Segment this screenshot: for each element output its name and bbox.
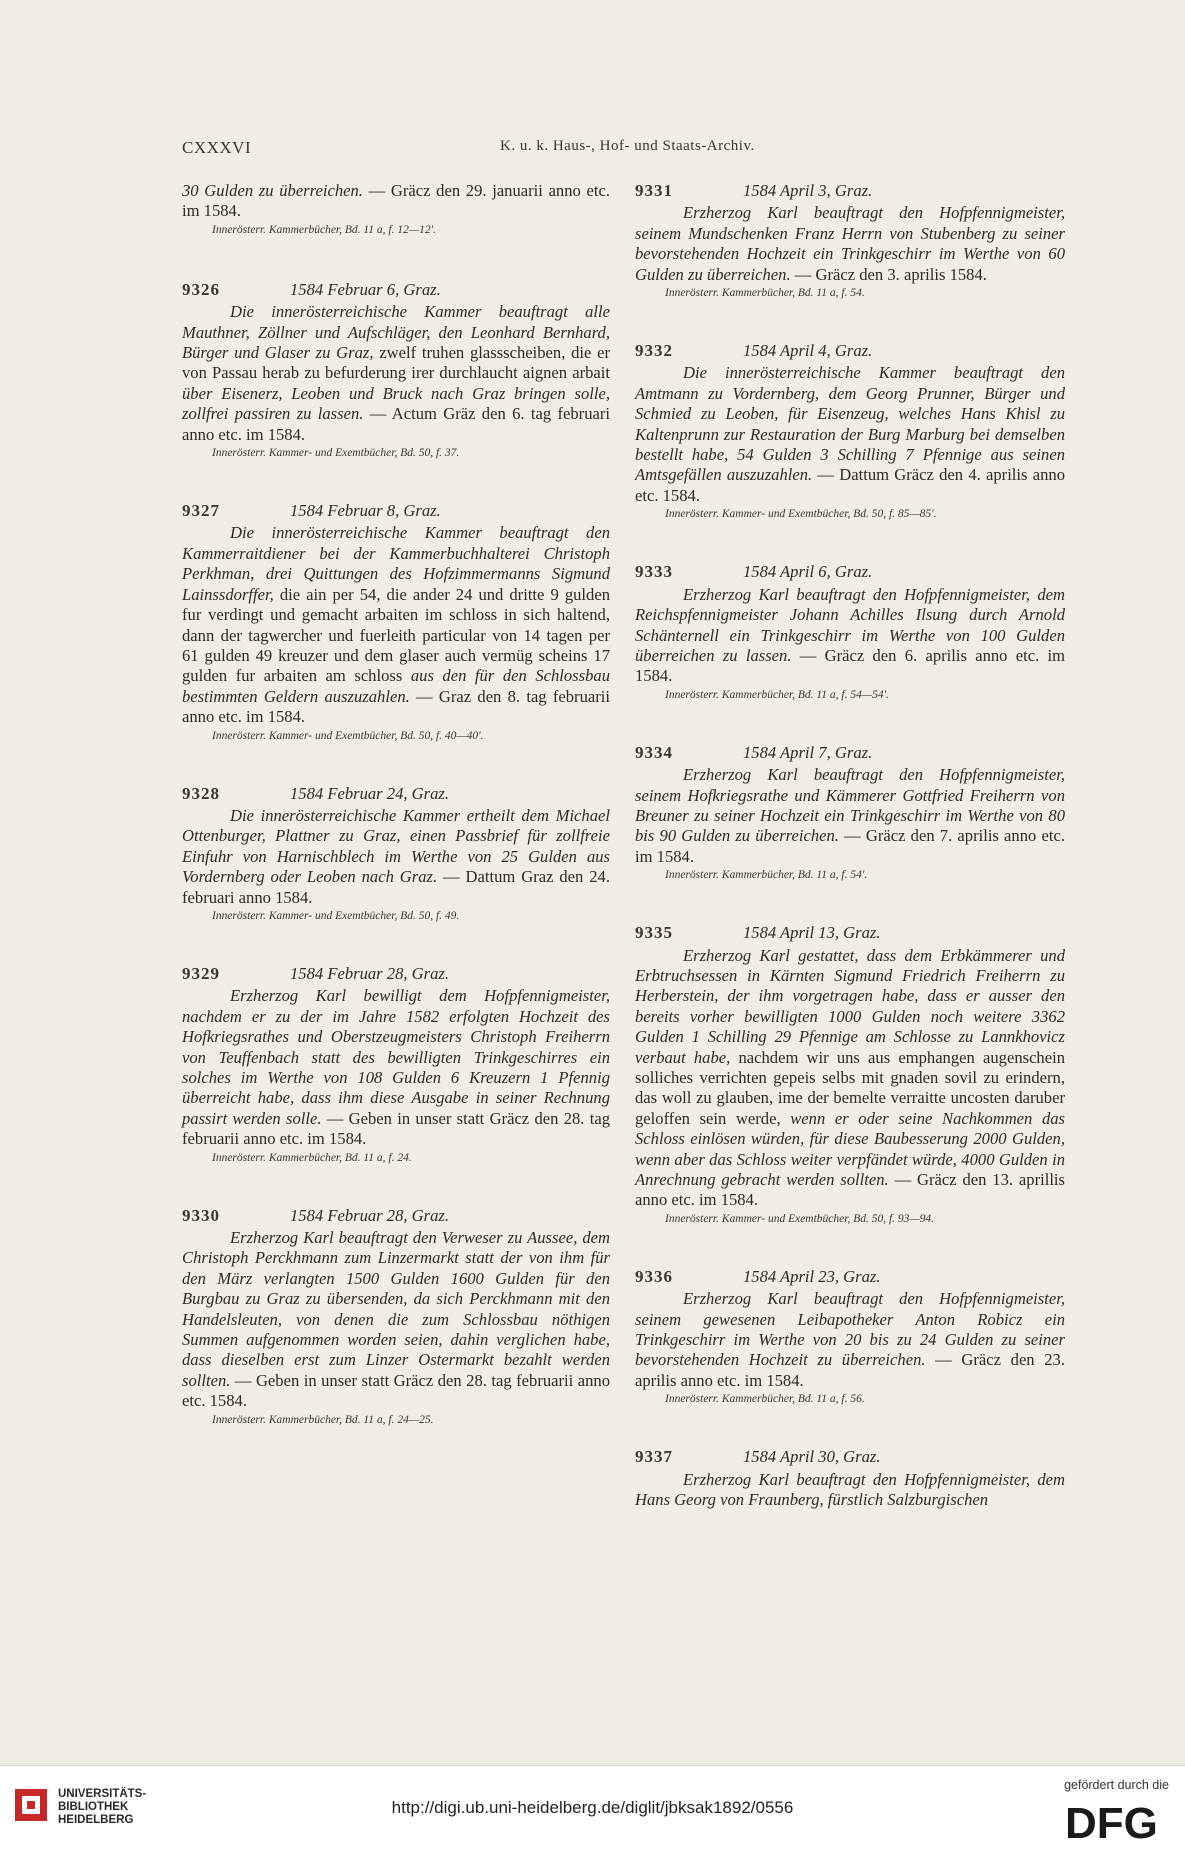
entry-heading bbox=[635, 181, 1065, 201]
quoted-text: — Gräcz den 23. aprilis anno etc. im 1584. bbox=[635, 1350, 1065, 1390]
entry-9327 bbox=[182, 501, 610, 743]
entry-source: Innerösterr. Kammer- und Exemtbücher, Bd. 50, f. 40—40'. bbox=[212, 729, 484, 742]
entry-9330 bbox=[182, 1206, 610, 1428]
entry-date: 1584 Februar 24, Graz. bbox=[290, 783, 450, 803]
summary-text: Erzherzog Karl beauftragt den Hofpfennigmeister, seinem Hofkriegsrathe und Kämmerer Gottfried Freiherrn von Breuner zu seiner Hochzeit ein Trinkgeschirr im Werthe von 80 bis 90 Gulden zu überreichen. bbox=[635, 765, 1065, 846]
entry-number: 9333 bbox=[635, 562, 673, 582]
entry-9335 bbox=[635, 923, 1065, 1227]
entry-body bbox=[635, 946, 1065, 1211]
entry-source: Innerösterr. Kammerbücher, Bd. 11 a, f. 24—25. bbox=[212, 1413, 434, 1426]
entry-source: Innerösterr. Kammerbücher, Bd. 11 a, f. 54—54'. bbox=[665, 688, 889, 701]
entry-heading bbox=[182, 784, 610, 804]
entry-number: 9337 bbox=[635, 1447, 673, 1467]
entry-number: 9328 bbox=[182, 783, 220, 803]
quoted-text: — Geben in unser statt Gräcz den 28. tag februarii anno etc. im 1584. bbox=[182, 1108, 610, 1149]
running-header: K. u. k. Haus-, Hof- und Staats-Archiv. bbox=[500, 138, 755, 154]
entry-number: 9329 bbox=[182, 963, 220, 983]
quoted-text: zwelf truhen glassscheiben, die er von Passau herab zu befurderung irer durchlaucht aignen arbait bbox=[182, 343, 610, 383]
summary-text: wenn er oder seine Nachkommen das Schloss einlösen würden, für diese Baubesserung 2000 Gulden, wenn aber das Schloss weiter verpfändet würde, 4000 Gulden in Anrechnung gebracht werden sollten. bbox=[635, 1108, 1066, 1190]
quoted-text: — Dattum Graz den 24. februari anno 1584. bbox=[182, 867, 610, 907]
entry-9333 bbox=[635, 562, 1065, 702]
intro-text: 30 Gulden zu überreichen. — Gräcz den 29. januarii anno etc. im 1584. bbox=[182, 181, 610, 221]
summary-text: Erzherzog Karl beauftragt den Hofpfennigmeister, dem Hans Georg von Fraunberg, fürstlich Salzburgischen bbox=[635, 1469, 1065, 1510]
quoted-text: — Geben in unser statt Gräcz den 28. tag februarii anno etc. 1584. bbox=[182, 1370, 610, 1411]
entry-source: Innerösterr. Kammer- und Exemtbücher, Bd. 50, f. 49. bbox=[212, 909, 460, 922]
dfg-logo bbox=[1063, 1798, 1169, 1842]
summary-text: Die innerösterreichische Kammer beauftragt alle Mauthner, Zöllner und Aufschläger, den Leonhard Bernhard, Bürger und Glaser zu Graz, bbox=[182, 302, 610, 363]
entry-heading bbox=[182, 280, 610, 300]
entry-number: 9334 bbox=[635, 742, 673, 762]
entry-heading bbox=[635, 1267, 1065, 1287]
quoted-text: — Dattum Gräcz den 4. aprilis anno etc. 1584. bbox=[635, 465, 1065, 505]
entry-9337 bbox=[635, 1447, 1065, 1510]
entry-heading bbox=[635, 1447, 1065, 1467]
quoted-text: nachdem wir uns aus emphangen augenschein solliches verrichten gepeis selbs mit gnaden sovil zu erindern, das woll zu glauben, ime der bemelte verraitte uncosten daruber geloffen sein werde, bbox=[635, 1047, 1066, 1128]
entry-heading bbox=[635, 562, 1065, 582]
entry-9328 bbox=[182, 784, 610, 924]
entry-number: 9330 bbox=[182, 1205, 220, 1225]
entry-body bbox=[182, 986, 610, 1149]
entry-number: 9331 bbox=[635, 181, 673, 200]
quoted-text: — Gräcz den 3. aprilis 1584. bbox=[790, 264, 987, 284]
entry-date: 1584 April 3, Graz. bbox=[743, 181, 873, 200]
entry-body bbox=[635, 363, 1065, 506]
left-entries bbox=[182, 280, 610, 1428]
entry-9336 bbox=[635, 1267, 1065, 1407]
entry-body bbox=[635, 203, 1065, 285]
entry-9326 bbox=[182, 280, 610, 461]
entry-body bbox=[182, 1228, 610, 1412]
entry-date: 1584 April 23, Graz. bbox=[743, 1266, 881, 1286]
footer-bar bbox=[0, 1765, 1185, 1852]
entry-9332 bbox=[635, 341, 1065, 522]
entry-body bbox=[635, 1289, 1065, 1391]
quoted-text: — Actum Gräz den 6. tag februari anno etc. im 1584. bbox=[182, 404, 610, 444]
entry-number: 9332 bbox=[635, 341, 673, 361]
entry-body bbox=[635, 765, 1065, 867]
entry-date: 1584 April 6, Graz. bbox=[743, 562, 873, 582]
summary-text: Erzherzog Karl bewilligt dem Hofpfennigmeister, nachdem er zu der im Jahre 1582 erfolgten Hochzeit des Hofkriegsrathes und Oberstzeugmeisters Christoph Freiherrn von Teuffenbach statt des bewilligten Trinkgeschirres ein solches im Werthe von 108 Gulden 6 Kreuzern 1 Pfennig überreicht habe, dass ihm diese Ausgabe in seiner Rechnung passirt werden solle. bbox=[182, 986, 610, 1128]
entry-date: 1584 April 30, Graz. bbox=[743, 1447, 881, 1467]
entry-date: 1584 April 7, Graz. bbox=[743, 742, 873, 762]
entry-number: 9327 bbox=[182, 501, 220, 521]
funding-note: gefördert durch die bbox=[1064, 1778, 1169, 1792]
permalink-url[interactable]: http://digi.ub.uni-heidelberg.de/diglit/jbksak1892/0556 bbox=[391, 1798, 794, 1817]
quoted-text: — Gräcz den 13. aprillis anno etc. im 1584. bbox=[635, 1170, 1065, 1210]
entry-date: 1584 April 13, Graz. bbox=[743, 923, 881, 943]
quoted-text: die ain per 54, die ander 24 und dritte 9 gulden fur verdingt und gemacht arbaiten im schloss in sich haltend, dann der tagwercher und fuerleith particular von 14 tagen per 61 gulden 49 kreuzer und dem glaser auch vermüg scheins 17 gulden fur arbaiten am schloss bbox=[182, 584, 610, 686]
summary-text: Erzherzog Karl gestattet, dass dem Erbkämmerer und Erbtruchsessen in Kärnten Sigmund Friedrich Freiherrn zu Herberstein, der ihm vorgetragen habe, dass er ausser den bereits vorher bewilligten 1000 Gulden noch weitere 3362 Gulden 1 Schilling 29 Pfennige am Schlosse zu Lannkhovicz verbaut habe, bbox=[635, 945, 1065, 1067]
summary-text: Erzherzog Karl beauftragt den Hofpfennigmeister, dem Reichspfennigmeister Johann Achilles Ilsung durch Arnold Schänternell ein Trinkgeschirr im Werthe von 100 Gulden überreichen zu lassen. bbox=[635, 584, 1065, 665]
entry-date: 1584 Februar 6, Graz. bbox=[290, 279, 441, 299]
quoted-text: — Gräcz den 7. aprilis anno etc. im 1584. bbox=[635, 826, 1065, 866]
entry-heading bbox=[182, 964, 610, 984]
entry-body bbox=[635, 1470, 1065, 1511]
entry-body bbox=[635, 585, 1065, 687]
summary-text: Die innerösterreichische Kammer beauftragt den Kammerraitdiener bei der Kammerbuchhalterei Christoph Perkhman, drei Quittungen des Hofzimmermanns Sigmund Lainssdorffer, bbox=[182, 523, 610, 604]
summary-text: Die innerösterreichische Kammer ertheilt dem Michael Ottenburger, Plattner zu Graz, einen Passbrief für zollfreie Einfuhr von Harnischblech im Werthe von 25 Gulden aus Vordernberg oder Leoben nach Graz. bbox=[182, 805, 610, 887]
entry-source: Innerösterr. Kammerbücher, Bd. 11 a, f. 24. bbox=[212, 1151, 412, 1164]
entry-heading bbox=[182, 501, 610, 521]
entry-number: 9335 bbox=[635, 923, 673, 943]
right-column bbox=[635, 181, 1065, 1551]
entry-date: 1584 Februar 28, Graz. bbox=[290, 963, 450, 983]
entry-date: 1584 Februar 28, Graz. bbox=[290, 1205, 450, 1225]
entry-source: Innerösterr. Kammer- und Exemtbücher, Bd. 50, f. 85—85'. bbox=[665, 508, 937, 521]
entry-source: Innerösterr. Kammer- und Exemtbücher, Bd. 50, f. 37. bbox=[212, 447, 460, 460]
entry-9334 bbox=[635, 743, 1065, 883]
entry-9331 bbox=[635, 181, 1065, 301]
right-entries bbox=[635, 181, 1065, 1511]
entry-source: Innerösterr. Kammerbücher, Bd. 11 a, f. 54'. bbox=[665, 869, 868, 882]
entry-body bbox=[182, 806, 610, 908]
quoted-text: — Gräcz den 6. aprilis anno etc. im 1584. bbox=[635, 645, 1066, 686]
left-column bbox=[182, 181, 610, 1468]
summary-text: Erzherzog Karl beauftragt den Verweser zu Aussee, dem Christoph Perckhmann zum Linzermarkt statt der von ihm für den März verlangten 1500 Gulden 1600 Gulden für den Burgbau zu Graz zu übersenden, da sich Perckhmann mit den Handelsleuten, von denen die zum Schlossbau nöthigen Summen aufgenommen worden seien, dahin verglichen habe, dass dieselben erst zum Linzer Ostermarkt bezahlt werden sollten. bbox=[182, 1228, 610, 1390]
page-number: CXXXVI bbox=[182, 138, 252, 157]
quoted-text: — Graz den 8. tag februarii anno etc. im 1584. bbox=[182, 686, 610, 727]
summary-text: Die innerösterreichische Kammer beauftragt den Amtmann zu Vordernberg, dem Georg Prunner, Bürger und Schmied zu Leoben, für Eisenzeug, welches Hans Khisl zu Kaltenprunn zur Restauration der Burg Marburg bei demselben bestellt habe, 54 Gulden 3 Schilling 7 Pfennige aus seinen Amtsgefällen auszuzahlen. bbox=[635, 363, 1065, 485]
entry-heading bbox=[635, 341, 1065, 361]
summary-text: Erzherzog Karl beauftragt den Hofpfennigmeister, seinem gewesenen Leibapotheker Anton Robicz ein Trinkgeschirr im Werthe von 20 bis zu 24 Gulden zu seiner bevorstehenden Hochzeit zu überreichen. bbox=[635, 1289, 1065, 1370]
entry-number: 9336 bbox=[635, 1266, 673, 1286]
summary-text: über Eisenerz, Leoben und Bruck nach Graz bringen solle, zollfrei passiren zu lassen. bbox=[182, 383, 610, 424]
entry-body bbox=[182, 302, 610, 445]
library-name: UNIVERSITÄTS- BIBLIOTHEK HEIDELBERG bbox=[58, 1788, 147, 1826]
entry-number: 9326 bbox=[182, 279, 220, 299]
summary-text: aus den für den Schlossbau bestimmten Geldern auszuzahlen. bbox=[182, 666, 610, 706]
entry-heading bbox=[182, 1206, 610, 1226]
entry-source: Innerösterr. Kammerbücher, Bd. 11 a, f. 54. bbox=[665, 287, 865, 300]
intro-source: Innerösterr. Kammerbücher, Bd. 11 a, f. 12—12'. bbox=[212, 223, 436, 236]
entry-date: 1584 April 4, Graz. bbox=[743, 341, 873, 361]
entry-heading bbox=[635, 743, 1065, 763]
entry-9329 bbox=[182, 964, 610, 1166]
entry-source: Innerösterr. Kammer- und Exemtbücher, Bd. 50, f. 93—94. bbox=[665, 1212, 935, 1225]
entry-body bbox=[182, 523, 610, 727]
svg-text:DFG: DFG bbox=[1065, 1799, 1158, 1842]
entry-heading bbox=[635, 923, 1065, 943]
entry-source: Innerösterr. Kammerbücher, Bd. 11 a, f. 56. bbox=[665, 1393, 865, 1406]
entry-date: 1584 Februar 8, Graz. bbox=[290, 501, 441, 521]
summary-text: Erzherzog Karl beauftragt den Hofpfennigmeister, seinem Mundschenken Franz Herrn von Stubenberg zu seiner bevorstehenden Hochzeit ein Trinkgeschirr im Werthe von 60 Gulden zu überreichen. bbox=[635, 203, 1065, 284]
